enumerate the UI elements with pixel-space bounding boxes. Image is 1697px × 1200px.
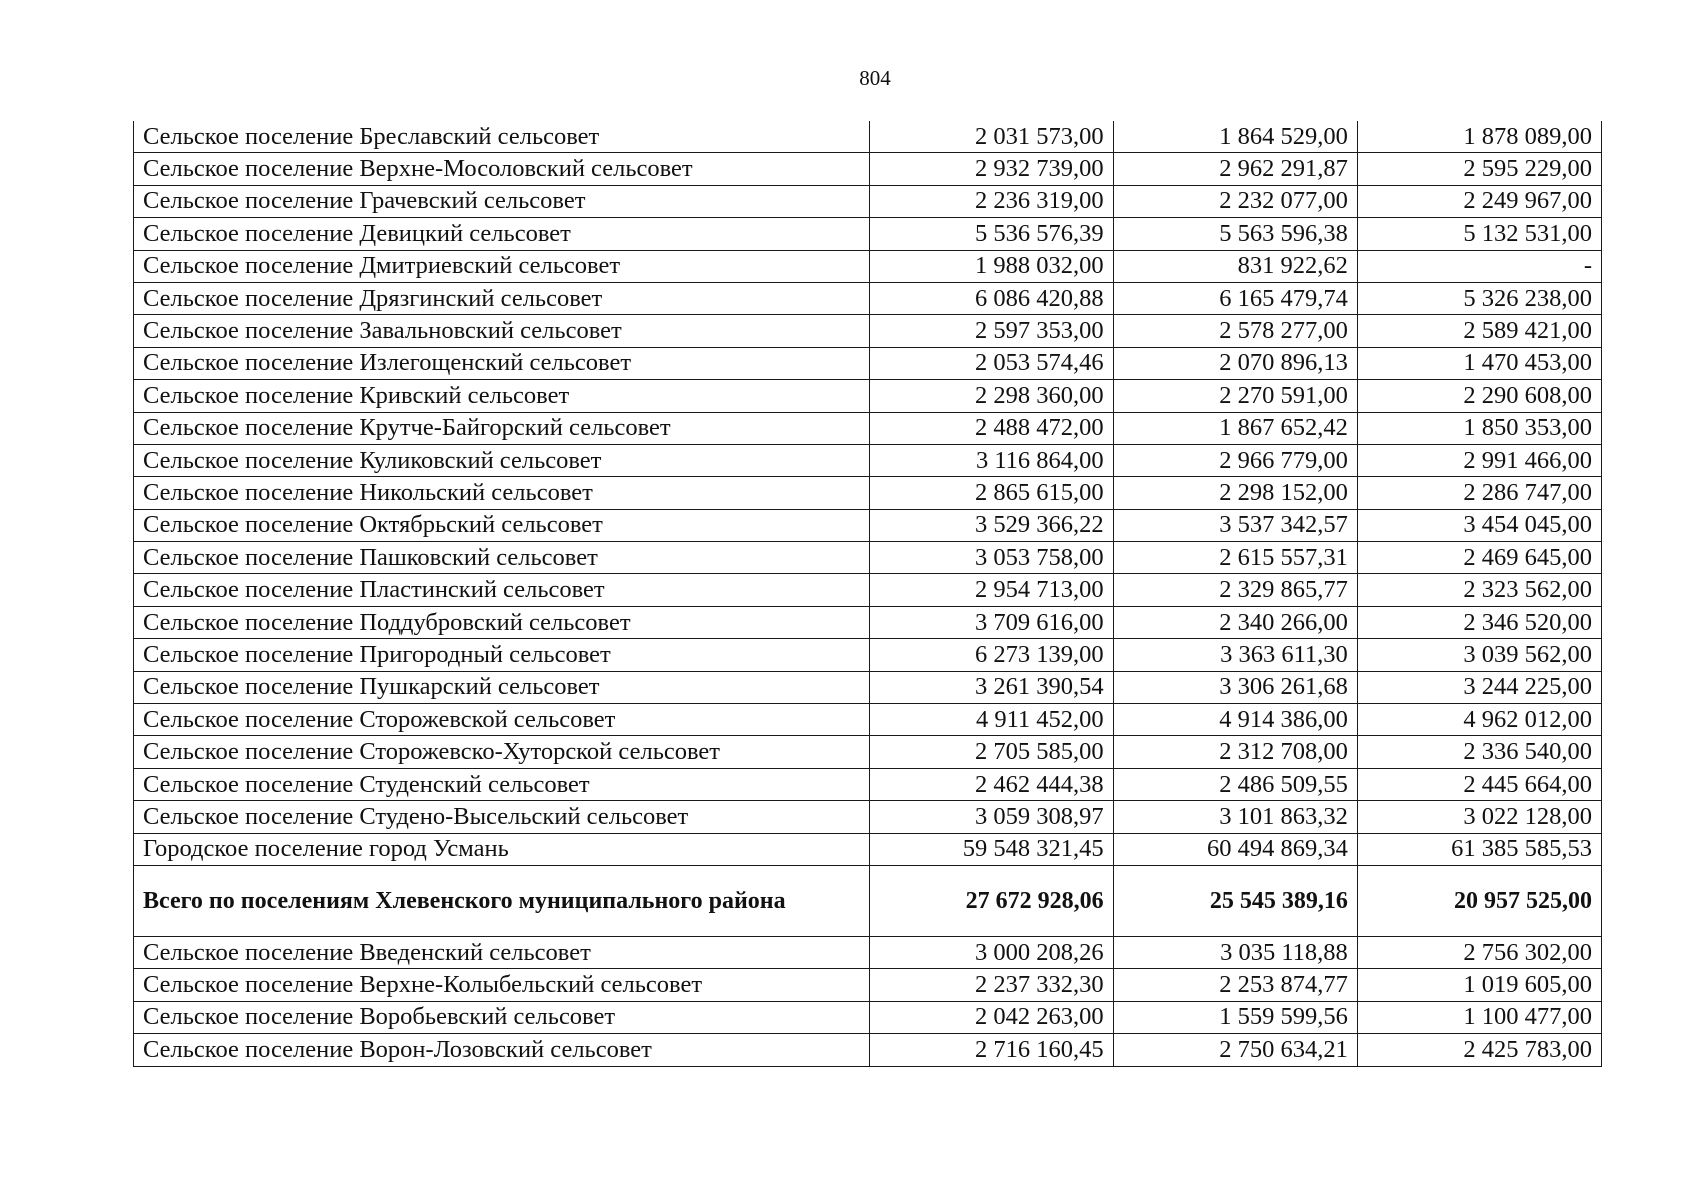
settlement-name-cell: Сельское поселение Пашковский сельсовет — [134, 542, 870, 574]
table-row — [134, 736, 1602, 768]
value-cell-3: 20 957 525,00 — [1357, 865, 1601, 936]
table-row — [134, 315, 1602, 347]
value-cell-1: 2 298 360,00 — [869, 380, 1113, 412]
value-cell-1: 6 273 139,00 — [869, 639, 1113, 671]
table-row — [134, 380, 1602, 412]
value-cell-3: 2 290 608,00 — [1357, 380, 1601, 412]
table-row — [134, 121, 1602, 153]
settlement-name-cell: Сельское поселение Кривский сельсовет — [134, 380, 870, 412]
value-cell-1: 2 236 319,00 — [869, 185, 1113, 217]
value-cell-2: 2 578 277,00 — [1113, 315, 1357, 347]
value-cell-2: 1 867 652,42 — [1113, 412, 1357, 444]
settlement-name-cell: Всего по поселениям Хлевенского муниципального района — [134, 865, 870, 936]
value-cell-1: 2 932 739,00 — [869, 153, 1113, 185]
value-cell-2: 2 340 266,00 — [1113, 606, 1357, 638]
table-row — [134, 574, 1602, 606]
value-cell-3: 2 323 562,00 — [1357, 574, 1601, 606]
table-body — [134, 121, 1602, 1066]
value-cell-3: 2 756 302,00 — [1357, 936, 1601, 968]
value-cell-2: 2 298 152,00 — [1113, 477, 1357, 509]
value-cell-3: 2 336 540,00 — [1357, 736, 1601, 768]
value-cell-1: 2 031 573,00 — [869, 121, 1113, 153]
value-cell-2: 2 312 708,00 — [1113, 736, 1357, 768]
value-cell-2: 2 615 557,31 — [1113, 542, 1357, 574]
value-cell-3: 3 022 128,00 — [1357, 801, 1601, 833]
value-cell-2: 5 563 596,38 — [1113, 218, 1357, 250]
settlement-name-cell: Сельское поселение Студено-Высельский сельсовет — [134, 801, 870, 833]
value-cell-1: 2 488 472,00 — [869, 412, 1113, 444]
value-cell-3: 1 470 453,00 — [1357, 347, 1601, 379]
value-cell-3: 1 100 477,00 — [1357, 1001, 1601, 1033]
table-row — [134, 768, 1602, 800]
value-cell-3: 5 326 238,00 — [1357, 282, 1601, 314]
value-cell-1: 2 954 713,00 — [869, 574, 1113, 606]
settlement-name-cell: Сельское поселение Куликовский сельсовет — [134, 444, 870, 476]
value-cell-1: 2 716 160,45 — [869, 1034, 1113, 1066]
value-cell-1: 3 261 390,54 — [869, 671, 1113, 703]
settlement-name-cell: Сельское поселение Бреславский сельсовет — [134, 121, 870, 153]
value-cell-1: 27 672 928,06 — [869, 865, 1113, 936]
value-cell-2: 2 750 634,21 — [1113, 1034, 1357, 1066]
table-row — [134, 542, 1602, 574]
value-cell-1: 5 536 576,39 — [869, 218, 1113, 250]
settlements-table — [133, 121, 1602, 1067]
settlement-name-cell: Сельское поселение Пластинский сельсовет — [134, 574, 870, 606]
value-cell-1: 59 548 321,45 — [869, 833, 1113, 865]
table-row — [134, 153, 1602, 185]
settlement-name-cell: Сельское поселение Завальновский сельсовет — [134, 315, 870, 347]
table-row — [134, 218, 1602, 250]
value-cell-2: 4 914 386,00 — [1113, 704, 1357, 736]
settlement-name-cell: Сельское поселение Пушкарский сельсовет — [134, 671, 870, 703]
value-cell-2: 3 035 118,88 — [1113, 936, 1357, 968]
settlement-name-cell: Сельское поселение Дмитриевский сельсовет — [134, 250, 870, 282]
settlement-name-cell: Сельское поселение Верхне-Мосоловский сельсовет — [134, 153, 870, 185]
value-cell-2: 3 306 261,68 — [1113, 671, 1357, 703]
value-cell-2: 831 922,62 — [1113, 250, 1357, 282]
value-cell-3: 3 244 225,00 — [1357, 671, 1601, 703]
table-row — [134, 282, 1602, 314]
value-cell-1: 3 709 616,00 — [869, 606, 1113, 638]
value-cell-3: 2 595 229,00 — [1357, 153, 1601, 185]
settlement-name-cell: Сельское поселение Сторожевской сельсовет — [134, 704, 870, 736]
settlements-table-wrap — [133, 121, 1602, 1067]
page-number: 804 — [859, 66, 891, 90]
value-cell-2: 2 962 291,87 — [1113, 153, 1357, 185]
settlement-name-cell: Сельское поселение Девицкий сельсовет — [134, 218, 870, 250]
settlement-name-cell: Сельское поселение Крутче-Байгорский сельсовет — [134, 412, 870, 444]
settlement-name-cell: Городское поселение город Усмань — [134, 833, 870, 865]
value-cell-3: 3 039 562,00 — [1357, 639, 1601, 671]
value-cell-1: 2 462 444,38 — [869, 768, 1113, 800]
value-cell-2: 2 966 779,00 — [1113, 444, 1357, 476]
value-cell-2: 2 253 874,77 — [1113, 969, 1357, 1001]
settlement-name-cell: Сельское поселение Введенский сельсовет — [134, 936, 870, 968]
value-cell-3: 1 019 605,00 — [1357, 969, 1601, 1001]
settlement-name-cell: Сельское поселение Сторожевско-Хуторской сельсовет — [134, 736, 870, 768]
table-row — [134, 412, 1602, 444]
value-cell-1: 1 988 032,00 — [869, 250, 1113, 282]
table-row — [134, 477, 1602, 509]
settlement-name-cell: Сельское поселение Студенский сельсовет — [134, 768, 870, 800]
table-row — [134, 833, 1602, 865]
value-cell-2: 3 101 863,32 — [1113, 801, 1357, 833]
table-row — [134, 801, 1602, 833]
table-row — [134, 606, 1602, 638]
value-cell-1: 3 053 758,00 — [869, 542, 1113, 574]
table-row — [134, 639, 1602, 671]
value-cell-3: 2 991 466,00 — [1357, 444, 1601, 476]
table-row — [134, 185, 1602, 217]
value-cell-2: 3 537 342,57 — [1113, 509, 1357, 541]
settlement-name-cell: Сельское поселение Октябрьский сельсовет — [134, 509, 870, 541]
value-cell-2: 60 494 869,34 — [1113, 833, 1357, 865]
value-cell-1: 6 086 420,88 — [869, 282, 1113, 314]
value-cell-1: 3 116 864,00 — [869, 444, 1113, 476]
table-row — [134, 1034, 1602, 1066]
table-row — [134, 347, 1602, 379]
table-row — [134, 671, 1602, 703]
value-cell-2: 6 165 479,74 — [1113, 282, 1357, 314]
table-row — [134, 1001, 1602, 1033]
value-cell-2: 1 864 529,00 — [1113, 121, 1357, 153]
settlement-name-cell: Сельское поселение Никольский сельсовет — [134, 477, 870, 509]
settlement-name-cell: Сельское поселение Поддубровский сельсовет — [134, 606, 870, 638]
value-cell-1: 2 705 585,00 — [869, 736, 1113, 768]
value-cell-2: 2 070 896,13 — [1113, 347, 1357, 379]
settlement-name-cell: Сельское поселение Воробьевский сельсовет — [134, 1001, 870, 1033]
value-cell-2: 2 486 509,55 — [1113, 768, 1357, 800]
table-row — [134, 509, 1602, 541]
value-cell-2: 2 270 591,00 — [1113, 380, 1357, 412]
value-cell-3: 1 878 089,00 — [1357, 121, 1601, 153]
total-row — [134, 865, 1602, 936]
value-cell-3: - — [1357, 250, 1601, 282]
value-cell-3: 2 286 747,00 — [1357, 477, 1601, 509]
table-row — [134, 250, 1602, 282]
value-cell-1: 3 529 366,22 — [869, 509, 1113, 541]
value-cell-3: 2 249 967,00 — [1357, 185, 1601, 217]
settlement-name-cell: Сельское поселение Ворон-Лозовский сельсовет — [134, 1034, 870, 1066]
value-cell-3: 61 385 585,53 — [1357, 833, 1601, 865]
value-cell-2: 25 545 389,16 — [1113, 865, 1357, 936]
value-cell-2: 3 363 611,30 — [1113, 639, 1357, 671]
table-row — [134, 704, 1602, 736]
value-cell-3: 2 589 421,00 — [1357, 315, 1601, 347]
settlement-name-cell: Сельское поселение Грачевский сельсовет — [134, 185, 870, 217]
value-cell-1: 2 237 332,30 — [869, 969, 1113, 1001]
value-cell-1: 2 597 353,00 — [869, 315, 1113, 347]
value-cell-3: 1 850 353,00 — [1357, 412, 1601, 444]
value-cell-1: 4 911 452,00 — [869, 704, 1113, 736]
value-cell-3: 2 425 783,00 — [1357, 1034, 1601, 1066]
value-cell-1: 3 000 208,26 — [869, 936, 1113, 968]
value-cell-3: 4 962 012,00 — [1357, 704, 1601, 736]
table-row — [134, 969, 1602, 1001]
value-cell-1: 3 059 308,97 — [869, 801, 1113, 833]
settlement-name-cell: Сельское поселение Пригородный сельсовет — [134, 639, 870, 671]
settlement-name-cell: Сельское поселение Дрязгинский сельсовет — [134, 282, 870, 314]
value-cell-1: 2 865 615,00 — [869, 477, 1113, 509]
value-cell-3: 3 454 045,00 — [1357, 509, 1601, 541]
value-cell-1: 2 053 574,46 — [869, 347, 1113, 379]
value-cell-2: 2 329 865,77 — [1113, 574, 1357, 606]
value-cell-2: 1 559 599,56 — [1113, 1001, 1357, 1033]
value-cell-1: 2 042 263,00 — [869, 1001, 1113, 1033]
value-cell-3: 5 132 531,00 — [1357, 218, 1601, 250]
value-cell-3: 2 445 664,00 — [1357, 768, 1601, 800]
value-cell-2: 2 232 077,00 — [1113, 185, 1357, 217]
settlement-name-cell: Сельское поселение Излегощенский сельсовет — [134, 347, 870, 379]
value-cell-3: 2 469 645,00 — [1357, 542, 1601, 574]
value-cell-3: 2 346 520,00 — [1357, 606, 1601, 638]
table-row — [134, 936, 1602, 968]
settlement-name-cell: Сельское поселение Верхне-Колыбельский сельсовет — [134, 969, 870, 1001]
table-row — [134, 444, 1602, 476]
